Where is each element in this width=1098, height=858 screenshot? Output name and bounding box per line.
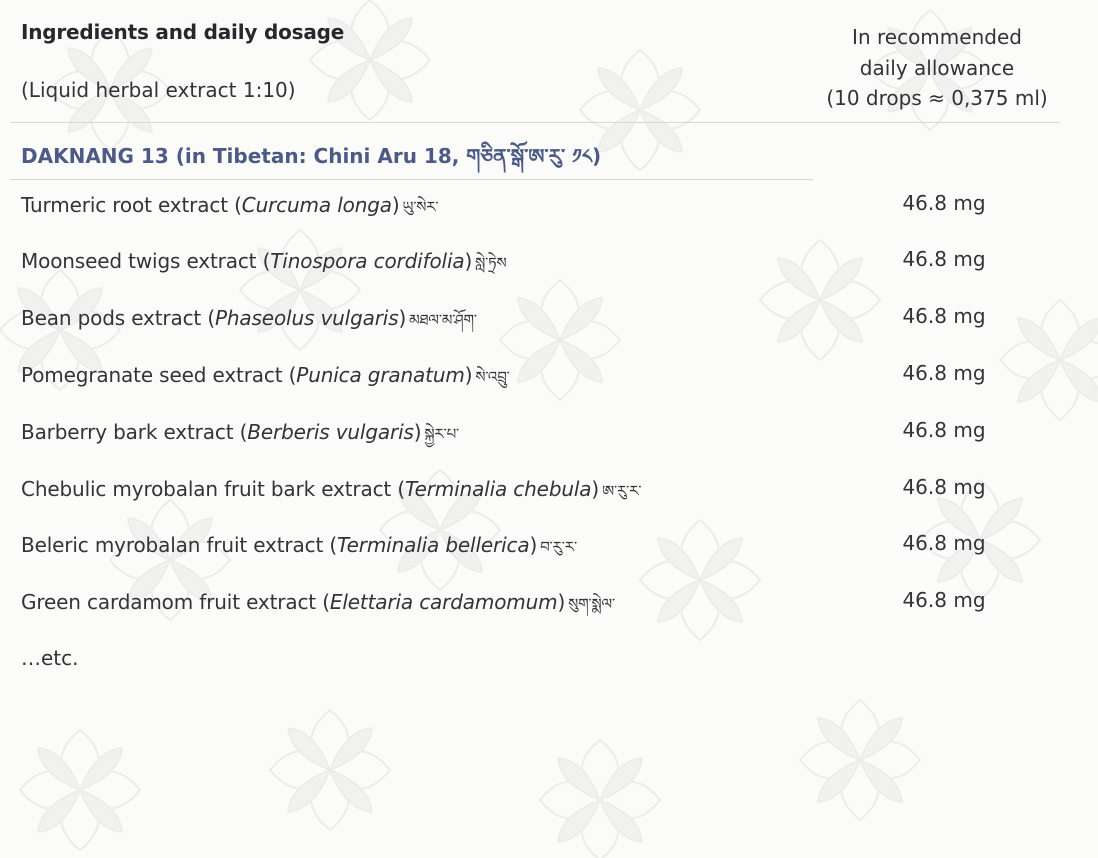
ingredient-tibetan: སྐྱེར་པ་ <box>424 425 460 443</box>
ingredient-amount: 46.8 mg <box>902 531 986 555</box>
header-divider <box>10 122 1060 123</box>
ingredient-row <box>21 475 1081 505</box>
ingredient-row <box>21 247 1081 277</box>
section-divider <box>10 179 813 180</box>
ingredient-latin: Phaseolus vulgaris <box>214 306 399 330</box>
ingredient-paren: ) <box>391 193 400 217</box>
ingredient-latin: Tinospora cordifolia <box>270 249 465 273</box>
ingredient-tibetan: སུག་སྨེལ་ <box>568 595 615 613</box>
ingredient-common: Beleric myrobalan fruit extract ( <box>21 533 338 557</box>
ingredient-paren: ) <box>398 306 407 330</box>
ingredient-row <box>21 531 1081 561</box>
page-title: Ingredients and daily dosage <box>21 20 345 44</box>
ingredient-paren: ) <box>413 420 422 444</box>
ingredient-name <box>21 247 506 289</box>
ingredient-tibetan: བ་རུ་ར་ <box>540 538 577 556</box>
ingredient-amount: 46.8 mg <box>902 418 986 442</box>
ingredient-name <box>21 304 477 346</box>
ingredient-latin: Punica granatum <box>296 363 465 387</box>
allowance-header <box>790 22 1084 114</box>
ingredient-latin: Terminalia bellerica <box>337 533 530 557</box>
ingredient-name <box>21 191 438 233</box>
extract-ratio: (Liquid herbal extract 1:10) <box>21 78 296 102</box>
ingredient-name <box>21 475 641 517</box>
ingredient-common: Green cardamom fruit extract ( <box>21 590 330 614</box>
ingredient-amount: 46.8 mg <box>902 304 986 328</box>
allowance-line-2: daily allowance <box>859 55 1015 80</box>
ingredient-common: Moonseed twigs extract ( <box>21 249 271 273</box>
ingredient-paren: ) <box>464 249 473 273</box>
ingredient-common: Chebulic myrobalan fruit bark extract ( <box>21 477 405 501</box>
ingredient-tibetan: སེ་འབྲུ་ <box>475 368 510 386</box>
ingredient-common: Pomegranate seed extract ( <box>21 363 297 387</box>
ingredient-paren: ) <box>529 533 538 557</box>
allowance-line-3: (10 drops ≈ 0,375 ml) <box>826 86 1048 110</box>
etc-note: …etc. <box>21 646 79 670</box>
ingredient-tibetan: ཡུ་སེར་ <box>402 198 439 216</box>
ingredient-row <box>21 191 1081 221</box>
ingredient-name <box>21 418 459 460</box>
ingredient-amount: 46.8 mg <box>902 247 986 271</box>
ingredient-tibetan: མཐལ་མ་ཤོག་ <box>409 311 477 329</box>
ingredient-name <box>21 361 510 403</box>
ingredient-name <box>21 531 577 573</box>
ingredient-common: Turmeric root extract ( <box>21 193 242 217</box>
ingredient-latin: Berberis vulgaris <box>247 420 414 444</box>
allowance-line-1: In recommended <box>852 25 1022 49</box>
ingredient-latin: Elettaria cardamomum <box>329 590 558 614</box>
ingredient-amount: 46.8 mg <box>902 588 986 612</box>
ingredient-row <box>21 361 1081 391</box>
ingredient-latin: Terminalia chebula <box>404 477 592 501</box>
ingredient-amount: 46.8 mg <box>902 361 986 385</box>
ingredient-paren: ) <box>557 590 566 614</box>
ingredient-common: Bean pods extract ( <box>21 306 215 330</box>
ingredient-paren: ) <box>464 363 473 387</box>
ingredient-name <box>21 588 615 630</box>
ingredient-row <box>21 588 1081 618</box>
ingredient-row <box>21 418 1081 448</box>
ingredient-tibetan: ཨ་རུ་ར་ <box>602 482 642 500</box>
product-title: DAKNANG 13 (in Tibetan: Chini Aru 18, གཅིན་སྒོ་ཨ་རུ་ ༡༨) <box>21 144 602 168</box>
ingredient-latin: Curcuma longa <box>241 193 392 217</box>
ingredient-common: Barberry bark extract ( <box>21 420 248 444</box>
ingredient-tibetan: སླེ་ཏྲེས <box>475 254 507 272</box>
ingredient-paren: ) <box>591 477 600 501</box>
ingredient-row <box>21 304 1081 334</box>
ingredient-amount: 46.8 mg <box>902 475 986 499</box>
ingredient-amount: 46.8 mg <box>902 191 986 215</box>
